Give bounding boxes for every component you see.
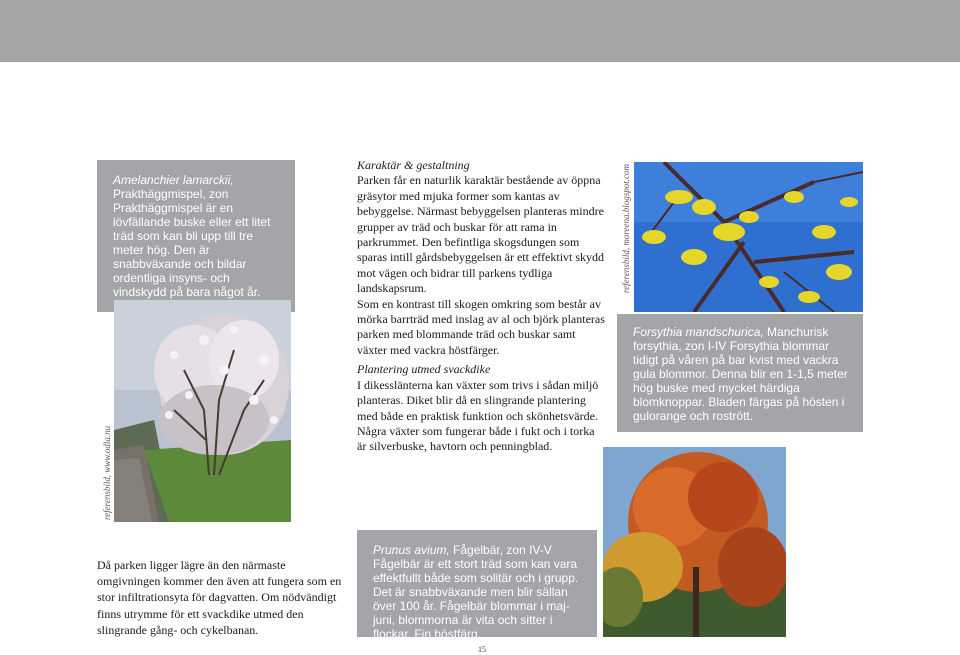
- character-paragraph-1: Parken får en naturlik karaktär bestående av öppna gräsytor med mjuka former som kantas av bebyggelse. Närmast bebyggelsen planteras mindre grupper av träd och buskar för att rama in parkrummet. Den befintliga skogsdungen som sparas intill gårdsbebyggelsen är ett effektivt skydd mot vägen och bidrar till parkens tydliga landskapsrum.: [357, 173, 605, 296]
- amelanchier-info-box: [97, 160, 295, 312]
- character-paragraph-2: Som en kontrast till skogen omkring som består av mörka barrträd med inslag av al och björk planteras parken med blommande träd och buskar samt växter med vackra höstfärger.: [357, 296, 605, 357]
- character-heading: Karaktär & gestaltning: [357, 158, 470, 172]
- prunus-info-box: [357, 530, 597, 641]
- forsythia-photo: [634, 162, 863, 312]
- drainage-paragraph: Då parken ligger lägre än den närmaste omgivningen kommer den även att fungera som en stor infiltrationsyta för dagvatten. Om nödvändigt finns utrymme för ett svackdike utmed den slingrande gång- och cykelbanan.: [97, 558, 342, 637]
- ditch-heading: Plantering utmed svackdike: [357, 362, 491, 377]
- amelanchier-photo: [114, 300, 291, 522]
- forsythia-photo-credit: referensbild, moreena.blogspot.com: [621, 164, 631, 293]
- prunus-latin-name: Prunus avium,: [373, 543, 450, 557]
- prunus-photo: [603, 447, 786, 637]
- amelanchier-photo-credit: referensbild, www.odla.nu: [102, 425, 112, 520]
- forsythia-description: Manchurisk forsythia, zon I-IV Forsythia blommar tidigt på våren på bar kvist med vackra gula blommor. Denna blir en 1-1,5 meter hög buske med mycket härdiga blomknoppar. Bladen färgas på hösten i gulorange och rostrött.: [633, 325, 848, 423]
- page-number: 15: [478, 645, 486, 654]
- character-text-column: [357, 158, 605, 455]
- amelanchier-latin-name: Amelanchier lamarckii,: [113, 173, 234, 187]
- prunus-description: Fågelbär, zon IV-V Fågelbär är ett stort träd som kan vara effektfullt både som solitär och i grupp. Det är snabbväxande men blir sällan över 100 år. Fågelbär blommar i maj-juni, blommorna är vita och sitter i flockar. Fin höstfärg.: [373, 543, 579, 641]
- forsythia-latin-name: Forsythia mandschurica,: [633, 325, 764, 339]
- top-bar: [0, 0, 960, 62]
- amelanchier-description: Prakthäggmispel, zon Prakthäggmispel är en lövfällande buske eller ett litet träd som kan bli upp till tre meter hög. Den är snabbväxande och bildar ordentliga insyns- och vindskydd på bara något år.: [113, 187, 271, 299]
- ditch-paragraph: I dikesslänterna kan växter som trivs i sådan miljö planteras. Diket blir då en slingrande plantering med både en praktisk funktion och skönhetsvärde. Några växter som fungerar både i fukt och i torka är silverbuske, havtorn och penningblad.: [357, 377, 599, 454]
- forsythia-info-box: [617, 314, 863, 432]
